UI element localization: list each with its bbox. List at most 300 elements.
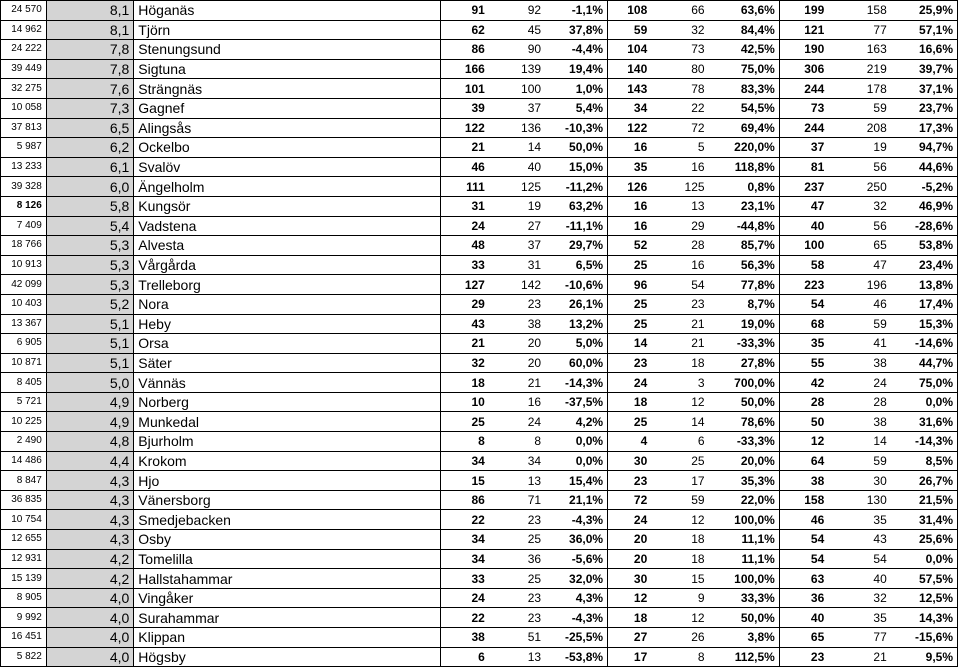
change-a-cell: 60,0%: [545, 353, 607, 373]
population-cell: 6 905: [1, 334, 47, 354]
population-cell: 39 449: [1, 59, 47, 79]
value-b2-cell: 12: [651, 510, 708, 530]
value-b2-cell: 21: [651, 334, 708, 354]
population-cell: 16 451: [1, 628, 47, 648]
value-b1-cell: 108: [608, 1, 652, 21]
value-c2-cell: 56: [828, 216, 890, 236]
value-b1-cell: 16: [608, 196, 652, 216]
value-a2-cell: 92: [489, 1, 545, 21]
value-b2-cell: 9: [651, 588, 708, 608]
municipality-name-cell: Vadstena: [134, 216, 441, 236]
value-b1-cell: 25: [608, 314, 652, 334]
value-a1-cell: 39: [441, 98, 489, 118]
population-cell: 5 987: [1, 138, 47, 158]
change-c-cell: -14,6%: [891, 334, 958, 354]
score-cell: 6,2: [46, 138, 133, 158]
value-a2-cell: 23: [489, 294, 545, 314]
change-b-cell: 35,3%: [709, 471, 780, 491]
change-b-cell: 220,0%: [709, 138, 780, 158]
change-a-cell: -53,8%: [545, 647, 607, 667]
value-a2-cell: 125: [489, 177, 545, 197]
score-cell: 5,1: [46, 334, 133, 354]
change-b-cell: 100,0%: [709, 510, 780, 530]
score-cell: 5,2: [46, 294, 133, 314]
change-c-cell: 17,3%: [891, 118, 958, 138]
value-c2-cell: 178: [828, 79, 890, 99]
value-c1-cell: 100: [779, 236, 828, 256]
score-cell: 7,3: [46, 98, 133, 118]
value-c2-cell: 43: [828, 530, 890, 550]
population-cell: 24 222: [1, 40, 47, 60]
population-cell: 5 721: [1, 392, 47, 412]
change-b-cell: 42,5%: [709, 40, 780, 60]
value-c2-cell: 56: [828, 157, 890, 177]
municipality-name-cell: Högsby: [134, 647, 441, 667]
value-a2-cell: 37: [489, 98, 545, 118]
municipality-name-cell: Stenungsund: [134, 40, 441, 60]
value-c1-cell: 42: [779, 373, 828, 393]
value-b2-cell: 3: [651, 373, 708, 393]
value-c2-cell: 59: [828, 98, 890, 118]
value-a2-cell: 20: [489, 353, 545, 373]
population-cell: 2 490: [1, 432, 47, 452]
score-cell: 6,0: [46, 177, 133, 197]
value-c2-cell: 30: [828, 471, 890, 491]
municipality-name-cell: Munkedal: [134, 412, 441, 432]
municipality-name-cell: Gagnef: [134, 98, 441, 118]
table-row: [1, 20, 958, 40]
change-b-cell: 100,0%: [709, 569, 780, 589]
value-a2-cell: 23: [489, 608, 545, 628]
score-cell: 4,9: [46, 412, 133, 432]
value-a2-cell: 100: [489, 79, 545, 99]
table-row: [1, 588, 958, 608]
change-b-cell: 11,1%: [709, 549, 780, 569]
change-c-cell: 14,3%: [891, 608, 958, 628]
table-row: [1, 294, 958, 314]
municipality-name-cell: Sigtuna: [134, 59, 441, 79]
value-a2-cell: 142: [489, 275, 545, 295]
value-a1-cell: 62: [441, 20, 489, 40]
value-a1-cell: 86: [441, 40, 489, 60]
population-cell: 10 913: [1, 255, 47, 275]
change-a-cell: 0,0%: [545, 432, 607, 452]
change-c-cell: 12,5%: [891, 588, 958, 608]
change-a-cell: -11,1%: [545, 216, 607, 236]
value-c2-cell: 196: [828, 275, 890, 295]
value-b2-cell: 21: [651, 314, 708, 334]
municipality-name-cell: Vingåker: [134, 588, 441, 608]
change-c-cell: 13,8%: [891, 275, 958, 295]
table-row: [1, 530, 958, 550]
change-a-cell: -10,3%: [545, 118, 607, 138]
score-cell: 5,8: [46, 196, 133, 216]
change-b-cell: 23,1%: [709, 196, 780, 216]
score-cell: 6,1: [46, 157, 133, 177]
score-cell: 5,1: [46, 314, 133, 334]
value-b1-cell: 18: [608, 392, 652, 412]
value-a1-cell: 15: [441, 471, 489, 491]
value-b2-cell: 12: [651, 392, 708, 412]
value-c1-cell: 158: [779, 490, 828, 510]
change-c-cell: 0,0%: [891, 392, 958, 412]
score-cell: 4,3: [46, 490, 133, 510]
value-b1-cell: 17: [608, 647, 652, 667]
change-a-cell: 50,0%: [545, 138, 607, 158]
score-cell: 4,2: [46, 569, 133, 589]
table-row: [1, 59, 958, 79]
value-b2-cell: 15: [651, 569, 708, 589]
population-cell: 37 813: [1, 118, 47, 138]
value-b2-cell: 72: [651, 118, 708, 138]
population-cell: 8 126: [1, 196, 47, 216]
change-a-cell: -4,3%: [545, 608, 607, 628]
value-a1-cell: 46: [441, 157, 489, 177]
value-b2-cell: 14: [651, 412, 708, 432]
change-b-cell: 22,0%: [709, 490, 780, 510]
population-cell: 18 766: [1, 236, 47, 256]
table-row: [1, 412, 958, 432]
table-row: [1, 373, 958, 393]
change-c-cell: 37,1%: [891, 79, 958, 99]
value-b1-cell: 96: [608, 275, 652, 295]
value-a2-cell: 90: [489, 40, 545, 60]
municipality-name-cell: Svalöv: [134, 157, 441, 177]
value-b2-cell: 6: [651, 432, 708, 452]
change-c-cell: -5,2%: [891, 177, 958, 197]
value-c2-cell: 41: [828, 334, 890, 354]
value-c1-cell: 244: [779, 118, 828, 138]
municipality-name-cell: Krokom: [134, 451, 441, 471]
value-c1-cell: 306: [779, 59, 828, 79]
population-cell: 42 099: [1, 275, 47, 295]
value-a2-cell: 71: [489, 490, 545, 510]
change-c-cell: 25,6%: [891, 530, 958, 550]
value-c1-cell: 35: [779, 334, 828, 354]
value-c2-cell: 65: [828, 236, 890, 256]
value-b1-cell: 20: [608, 549, 652, 569]
score-cell: 4,0: [46, 608, 133, 628]
table-row: [1, 451, 958, 471]
value-a1-cell: 18: [441, 373, 489, 393]
value-b2-cell: 26: [651, 628, 708, 648]
table-row: [1, 334, 958, 354]
change-c-cell: 0,0%: [891, 549, 958, 569]
value-b2-cell: 16: [651, 157, 708, 177]
change-b-cell: 3,8%: [709, 628, 780, 648]
value-a2-cell: 21: [489, 373, 545, 393]
value-c2-cell: 59: [828, 451, 890, 471]
value-a2-cell: 27: [489, 216, 545, 236]
population-cell: 14 962: [1, 20, 47, 40]
value-c1-cell: 68: [779, 314, 828, 334]
change-a-cell: -25,5%: [545, 628, 607, 648]
value-b1-cell: 35: [608, 157, 652, 177]
score-cell: 4,3: [46, 530, 133, 550]
value-a1-cell: 22: [441, 510, 489, 530]
value-b1-cell: 126: [608, 177, 652, 197]
value-b2-cell: 17: [651, 471, 708, 491]
population-cell: 32 275: [1, 79, 47, 99]
population-cell: 10 403: [1, 294, 47, 314]
municipality-name-cell: Trelleborg: [134, 275, 441, 295]
change-b-cell: 118,8%: [709, 157, 780, 177]
score-cell: 4,4: [46, 451, 133, 471]
change-c-cell: 17,4%: [891, 294, 958, 314]
score-cell: 6,5: [46, 118, 133, 138]
value-b1-cell: 16: [608, 138, 652, 158]
change-c-cell: -15,6%: [891, 628, 958, 648]
value-b1-cell: 122: [608, 118, 652, 138]
value-a2-cell: 31: [489, 255, 545, 275]
value-b2-cell: 59: [651, 490, 708, 510]
population-cell: 12 655: [1, 530, 47, 550]
value-c1-cell: 54: [779, 294, 828, 314]
value-a1-cell: 24: [441, 588, 489, 608]
table-row: [1, 118, 958, 138]
change-a-cell: 63,2%: [545, 196, 607, 216]
value-c2-cell: 77: [828, 20, 890, 40]
value-b2-cell: 54: [651, 275, 708, 295]
score-cell: 4,3: [46, 471, 133, 491]
change-b-cell: 63,6%: [709, 1, 780, 21]
change-c-cell: -14,3%: [891, 432, 958, 452]
change-c-cell: 57,5%: [891, 569, 958, 589]
municipality-name-cell: Klippan: [134, 628, 441, 648]
value-c2-cell: 35: [828, 510, 890, 530]
value-c2-cell: 54: [828, 549, 890, 569]
value-a1-cell: 25: [441, 412, 489, 432]
value-b2-cell: 12: [651, 608, 708, 628]
municipality-name-cell: Bjurholm: [134, 432, 441, 452]
change-c-cell: 9,5%: [891, 647, 958, 667]
value-c1-cell: 199: [779, 1, 828, 21]
value-b1-cell: 20: [608, 530, 652, 550]
change-c-cell: -28,6%: [891, 216, 958, 236]
change-b-cell: 112,5%: [709, 647, 780, 667]
value-c1-cell: 223: [779, 275, 828, 295]
population-cell: 12 931: [1, 549, 47, 569]
table-row: [1, 79, 958, 99]
value-c2-cell: 32: [828, 588, 890, 608]
change-a-cell: -14,3%: [545, 373, 607, 393]
population-cell: 10 058: [1, 98, 47, 118]
municipality-name-cell: Smedjebacken: [134, 510, 441, 530]
municipality-name-cell: Vänersborg: [134, 490, 441, 510]
value-c2-cell: 163: [828, 40, 890, 60]
municipality-name-cell: Hjo: [134, 471, 441, 491]
value-a1-cell: 111: [441, 177, 489, 197]
population-cell: 5 822: [1, 647, 47, 667]
value-c1-cell: 58: [779, 255, 828, 275]
value-a1-cell: 34: [441, 530, 489, 550]
table-row: [1, 510, 958, 530]
change-b-cell: 77,8%: [709, 275, 780, 295]
value-c1-cell: 40: [779, 608, 828, 628]
change-c-cell: 53,8%: [891, 236, 958, 256]
change-a-cell: 1,0%: [545, 79, 607, 99]
municipality-name-cell: Ockelbo: [134, 138, 441, 158]
value-c1-cell: 63: [779, 569, 828, 589]
population-cell: 9 992: [1, 608, 47, 628]
value-a1-cell: 101: [441, 79, 489, 99]
change-c-cell: 44,6%: [891, 157, 958, 177]
score-cell: 4,9: [46, 392, 133, 412]
score-cell: 7,8: [46, 59, 133, 79]
value-b1-cell: 24: [608, 373, 652, 393]
value-a2-cell: 36: [489, 549, 545, 569]
value-b2-cell: 18: [651, 549, 708, 569]
municipality-name-cell: Alingsås: [134, 118, 441, 138]
value-a2-cell: 24: [489, 412, 545, 432]
value-a1-cell: 33: [441, 569, 489, 589]
value-b1-cell: 140: [608, 59, 652, 79]
value-b1-cell: 23: [608, 471, 652, 491]
value-b1-cell: 23: [608, 353, 652, 373]
value-c1-cell: 38: [779, 471, 828, 491]
value-c2-cell: 77: [828, 628, 890, 648]
change-a-cell: -4,3%: [545, 510, 607, 530]
change-b-cell: -33,3%: [709, 334, 780, 354]
value-c1-cell: 54: [779, 549, 828, 569]
value-b2-cell: 125: [651, 177, 708, 197]
change-b-cell: 0,8%: [709, 177, 780, 197]
value-c1-cell: 244: [779, 79, 828, 99]
table-row: [1, 628, 958, 648]
value-c2-cell: 14: [828, 432, 890, 452]
change-b-cell: 78,6%: [709, 412, 780, 432]
value-b1-cell: 143: [608, 79, 652, 99]
table-row: [1, 196, 958, 216]
score-cell: 5,3: [46, 275, 133, 295]
table-row: [1, 569, 958, 589]
population-cell: 24 570: [1, 1, 47, 21]
value-c2-cell: 24: [828, 373, 890, 393]
value-b2-cell: 8: [651, 647, 708, 667]
value-b2-cell: 28: [651, 236, 708, 256]
change-b-cell: 8,7%: [709, 294, 780, 314]
population-cell: 15 139: [1, 569, 47, 589]
change-a-cell: 13,2%: [545, 314, 607, 334]
table-row: [1, 647, 958, 667]
change-b-cell: 54,5%: [709, 98, 780, 118]
change-b-cell: 33,3%: [709, 588, 780, 608]
value-b2-cell: 22: [651, 98, 708, 118]
change-a-cell: 5,4%: [545, 98, 607, 118]
change-b-cell: 56,3%: [709, 255, 780, 275]
value-a2-cell: 8: [489, 432, 545, 452]
value-a2-cell: 25: [489, 569, 545, 589]
change-c-cell: 75,0%: [891, 373, 958, 393]
value-c2-cell: 32: [828, 196, 890, 216]
value-c2-cell: 40: [828, 569, 890, 589]
score-cell: 4,8: [46, 432, 133, 452]
municipality-name-cell: Strängnäs: [134, 79, 441, 99]
value-a1-cell: 122: [441, 118, 489, 138]
value-b2-cell: 18: [651, 530, 708, 550]
change-a-cell: 4,3%: [545, 588, 607, 608]
change-c-cell: 21,5%: [891, 490, 958, 510]
value-c1-cell: 12: [779, 432, 828, 452]
value-c2-cell: 59: [828, 314, 890, 334]
score-cell: 8,1: [46, 20, 133, 40]
value-b2-cell: 23: [651, 294, 708, 314]
change-a-cell: 37,8%: [545, 20, 607, 40]
value-a1-cell: 33: [441, 255, 489, 275]
change-a-cell: -37,5%: [545, 392, 607, 412]
change-a-cell: 21,1%: [545, 490, 607, 510]
municipality-name-cell: Nora: [134, 294, 441, 314]
value-c1-cell: 55: [779, 353, 828, 373]
change-a-cell: -4,4%: [545, 40, 607, 60]
municipality-name-cell: Alvesta: [134, 236, 441, 256]
value-b1-cell: 52: [608, 236, 652, 256]
value-a1-cell: 34: [441, 451, 489, 471]
value-c2-cell: 21: [828, 647, 890, 667]
municipality-name-cell: Vännäs: [134, 373, 441, 393]
value-b1-cell: 30: [608, 569, 652, 589]
change-b-cell: 75,0%: [709, 59, 780, 79]
value-a2-cell: 13: [489, 647, 545, 667]
change-b-cell: 83,3%: [709, 79, 780, 99]
change-c-cell: 94,7%: [891, 138, 958, 158]
value-a1-cell: 38: [441, 628, 489, 648]
value-a2-cell: 25: [489, 530, 545, 550]
value-b2-cell: 29: [651, 216, 708, 236]
table-row: [1, 608, 958, 628]
municipality-name-cell: Hallstahammar: [134, 569, 441, 589]
municipality-name-cell: Norberg: [134, 392, 441, 412]
score-cell: 5,4: [46, 216, 133, 236]
table-row: [1, 490, 958, 510]
value-b2-cell: 32: [651, 20, 708, 40]
value-c1-cell: 37: [779, 138, 828, 158]
table-row: [1, 432, 958, 452]
change-a-cell: -11,2%: [545, 177, 607, 197]
value-c1-cell: 73: [779, 98, 828, 118]
change-b-cell: 27,8%: [709, 353, 780, 373]
change-c-cell: 15,3%: [891, 314, 958, 334]
score-cell: 7,8: [46, 40, 133, 60]
change-b-cell: 85,7%: [709, 236, 780, 256]
table-row: [1, 40, 958, 60]
value-b2-cell: 80: [651, 59, 708, 79]
change-b-cell: 19,0%: [709, 314, 780, 334]
value-c2-cell: 158: [828, 1, 890, 21]
value-c2-cell: 219: [828, 59, 890, 79]
change-a-cell: 4,2%: [545, 412, 607, 432]
value-c2-cell: 35: [828, 608, 890, 628]
value-c1-cell: 28: [779, 392, 828, 412]
value-a1-cell: 21: [441, 138, 489, 158]
change-c-cell: 23,7%: [891, 98, 958, 118]
change-a-cell: -5,6%: [545, 549, 607, 569]
population-cell: 8 847: [1, 471, 47, 491]
change-b-cell: 20,0%: [709, 451, 780, 471]
change-c-cell: 57,1%: [891, 20, 958, 40]
change-a-cell: -1,1%: [545, 1, 607, 21]
population-cell: 39 328: [1, 177, 47, 197]
change-a-cell: -10,6%: [545, 275, 607, 295]
municipality-name-cell: Höganäs: [134, 1, 441, 21]
change-c-cell: 23,4%: [891, 255, 958, 275]
table-row: [1, 255, 958, 275]
change-a-cell: 36,0%: [545, 530, 607, 550]
value-a1-cell: 31: [441, 196, 489, 216]
value-c2-cell: 28: [828, 392, 890, 412]
value-a1-cell: 21: [441, 334, 489, 354]
table-row: [1, 98, 958, 118]
